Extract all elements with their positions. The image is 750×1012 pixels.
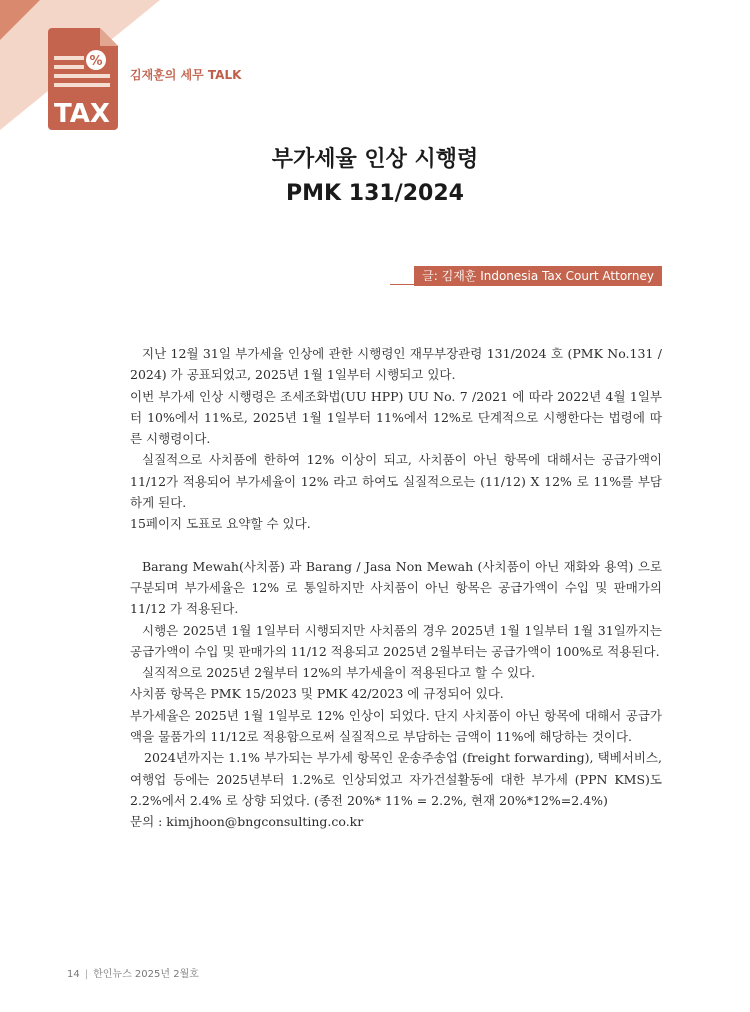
- contact-line: 문의 : kimjhoon@bngconsulting.co.kr: [130, 814, 364, 830]
- page-footer: 14 | 한인뉴스 2025년 2월호: [67, 969, 199, 980]
- paragraph: Barang Mewah(사치품) 과 Barang / Jasa Non Mewah (사치품이 아닌 재화와 용역) 으로 구분되며 부가세율은 12% 로 통일하지만 사치품이 아닌 항목은 공급가액이 수입 및 판매가의 11/12 가 적용된다.: [130, 558, 662, 617]
- paragraph: 사치품 항목은 PMK 15/2023 및 PMK 42/2023 에 규정되어 있다.: [130, 686, 504, 702]
- article-title-line-1: 부가세율 인상 시행령: [271, 147, 479, 172]
- paragraph: 15페이지 도표로 요약할 수 있다.: [130, 516, 311, 532]
- paragraph: 이번 부가세 인상 시행령은 조세조화법(UU HPP) UU No. 7 /2021 에 따라 2022년 4월 1일부터 10%에서 11%로, 2025년 1월 1일부터 11%에서 12%로 단계적으로 시행한다는 법령에 따른 시행령이다.: [130, 388, 662, 447]
- paragraph: 2024년까지는 1.1% 부가되는 부가세 항목인 운송주송업 (freight forwarding), 택베서비스, 여행업 등에는 2025년부터 1.2%로 인상되었고 자가건설활동에 대한 부가세 (PPN KMS)도 2.2%에서 2.4% 로 상향 되었다. (종전 20%* 11% = 2.2%, 현재 20%*12%=2.4%): [130, 750, 662, 808]
- percent-symbol: %: [89, 54, 103, 69]
- article-body: [130, 343, 662, 833]
- column-label: 김재훈의 세무 TALK: [130, 68, 242, 82]
- article-title-line-2: PMK 131/2024: [286, 181, 464, 206]
- tax-document-icon: [44, 26, 120, 132]
- paragraph: 실질적으로 사치품에 한하여 12% 이상이 되고, 사치품이 아닌 항목에 대해서는 공급가액이 11/12가 적용되어 부가세율이 12% 라고 하여도 실질적으로는 (11/12) X 12% 로 11%를 부담하게 된다.: [130, 452, 662, 511]
- tax-logo-text: TAX: [54, 99, 110, 129]
- paragraph: 부가세율은 2025년 1월 1일부로 12% 인상이 되었다. 단지 사치품이 아닌 항목에 대해서 공급가액을 물품가의 11/12로 적용함으로써 실질적으로 부담하는 금액이 11%에 해당하는 것이다.: [130, 707, 662, 745]
- article-title: [0, 143, 750, 211]
- paragraph: 시행은 2025년 1월 1일부터 시행되지만 사치품의 경우 2025년 1월 1일부터 1월 31일까지는 공급가액이 수입 및 판매가의 11/12 적용되고 2025년 2월부터는 공급가액이 100%로 적용된다.: [130, 622, 662, 659]
- paragraph: 지난 12월 31일 부가세율 인상에 관한 시행령인 재무부장관령 131/2024 호 (PMK No.131 / 2024) 가 공표되었고, 2025년 1월 1일부터 시행되고 있다.: [130, 346, 662, 383]
- publication-name: 한인뉴스 2025년 2월호: [93, 969, 199, 980]
- paragraph: 실직적으로 2025년 2월부터 12%의 부가세율이 적용된다고 할 수 있다.: [142, 665, 536, 681]
- page-number: 14: [67, 969, 80, 980]
- byline: 글: 김재훈 Indonesia Tax Court Attorney: [414, 266, 662, 286]
